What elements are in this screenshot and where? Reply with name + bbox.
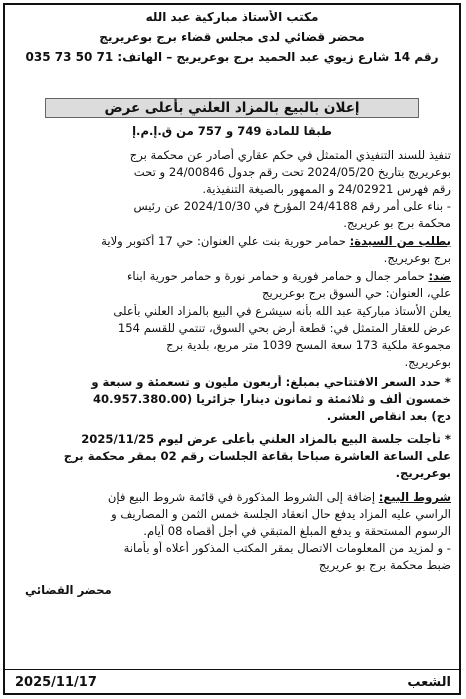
intro-line: محكمة برج بو عريريج. <box>343 216 451 230</box>
notice-subtitle: طبقا للمادة 749 و 757 من ق.إ.م.إ <box>132 124 332 138</box>
notice-banner: إعلان بالبيع بالمزاد العلني بأعلى عرض <box>45 98 419 118</box>
claimant-text: حمامر حورية بنت علي العنوان: حي 17 أكتوبر ولاية <box>101 234 346 248</box>
session-line: بوعريريج. <box>395 466 451 480</box>
defendant-label: ضد: <box>428 269 451 283</box>
conditions-line: - و لمزيد من المعلومات الاتصال بمقر المكتب المذكور أعلاه أو بأمانة <box>123 541 451 555</box>
intro-line: رقم فهرس 24/02921 و الممهور بالصيغة التنفيذية. <box>202 182 451 196</box>
conditions-text: إضافة إلى الشروط المذكورة في قائمة شروط البيع فإن <box>107 490 376 504</box>
claimant-line <box>13 234 451 249</box>
price-line: خمسون ألف و ثلاثمئة و ثمانون دينارا جزائريا (40.957.380.00 <box>92 392 451 406</box>
intro-line: - بناء على أمر رقم 24/4188 المؤرخ في 2024/10/30 عن رئيس <box>133 199 451 213</box>
claimant-line: برج بوعريريج. <box>383 251 451 265</box>
publication-date: 2025/11/17 <box>15 675 97 690</box>
intro-line: تنفيذ للسند التنفيذي المتمثل في حكم عقاري أصادر عن محكمة برج <box>129 148 451 162</box>
newspaper-name: الشعب <box>407 675 451 690</box>
office-name: مكتب الأستاذ مباركية عبد الله <box>145 10 319 24</box>
notice-line: يعلن الأستاذ مباركية عبد الله بأنه سيشرع في البيع بالمزاد العلني بأعلى <box>113 304 451 318</box>
price-line: دج) بعد انقاص العشر. <box>326 409 451 423</box>
notice-line: مجموعة ملكية 173 سعة المسح 1039 متر مربع، بلدية برج <box>166 338 451 352</box>
defendant-text: حمامر جمال و حمامر فورية و حمامر نورة و حمامر حورية ابناء <box>126 269 425 283</box>
notice-line: بوعريريج. <box>404 355 451 369</box>
intro-line: بوعريريج بتاريخ 2024/05/20 تحت رقم جدول 24/00846 و تحت <box>133 165 451 179</box>
notice-line: عرض للعقار المتمثل في: قطعة أرض بحي السوق، تنتمي للقسم 154 <box>117 321 451 335</box>
office-role: محضر قضائي لدى مجلس قضاء برج بوعريريج <box>99 30 365 44</box>
session-line: * تأجلت جلسة البيع بالمزاد العلني بأعلى عرض ليوم 2025/11/25 <box>81 432 451 446</box>
legal-notice-page <box>3 3 461 695</box>
conditions-line: الراسي عليه المزاد يدفع حال انعقاد الجلسة خمس الثمن و المصاريف و <box>111 507 451 521</box>
signature: محضر القضائي <box>25 583 112 597</box>
office-address: رقم 14 شارع زيوي عبد الحميد برج بوعريريج – الهاتف: 71 50 73 035 <box>25 50 439 64</box>
defendant-line <box>13 269 451 284</box>
conditions-line: الرسوم المستحقة و يدفع المبلغ المتبقي في أجل أقصاه 08 أيام. <box>143 524 451 538</box>
conditions-label: شروط البيع: <box>378 490 451 504</box>
conditions-line: ضبط محكمة برج بو عريريج <box>318 558 451 572</box>
price-line: * حدد السعر الافتتاحي بمبلغ: أربعون مليون و تسعمئة و سبعة و <box>91 375 451 389</box>
claimant-label: بطلب من السيدة: <box>349 234 451 248</box>
conditions-line <box>13 490 451 505</box>
defendant-line: علي، العنوان: حي السوق برج بوعريريج <box>262 286 451 300</box>
session-line: على الساعة العاشرة صباحا بقاعة الجلسات رقم 02 بمقر محكمة برج <box>63 449 451 463</box>
footer-divider <box>5 669 459 670</box>
